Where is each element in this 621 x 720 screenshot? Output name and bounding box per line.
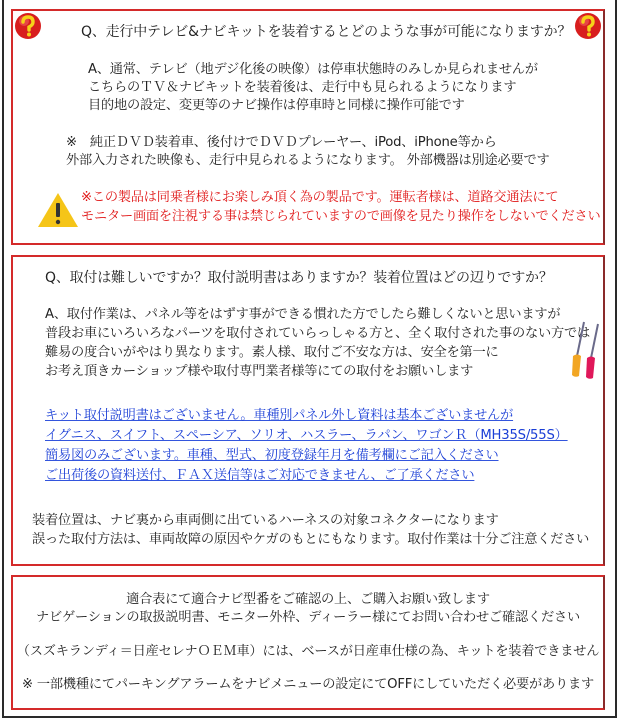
answer-line: 難易の度合いがやはり異なります。素人様、取付ご不安な方は、安全を第一に [45, 345, 499, 360]
question-heading: Q、走行中テレビ&ナビキットを装着するとどのような事が可能になりますか？ [81, 24, 572, 40]
note-line: ナビゲーションの取扱説明書、モニター外枠、ディーラー様にてお問い合わせご確認ください [36, 610, 580, 625]
answer-line: お考え頂きカーショップ様や取付専門業者様等にての取付をお願いします [45, 364, 474, 379]
screwdriver-icon [568, 320, 602, 380]
manual-info-link[interactable]: キット取付説明書はございません。車種別パネル外し資料は基本ございませんが [45, 408, 514, 423]
warning-line: モニター画面を注視する事は禁じられていますので画像を見たり操作をしないでください [81, 209, 601, 224]
position-line: 誤った取付方法は、車両故障の原因やケガのもとにもなります。取付作業は十分ご注意ください [32, 532, 590, 547]
question-icon [13, 11, 43, 41]
answer-line: 目的地の設定、変更等のナビ操作は停車時と同様に操作可能です [88, 98, 465, 113]
question-icon [573, 11, 603, 41]
note-line: 外部入力された映像も、走行中見られるようになります。 外部機器は別途必要です [66, 153, 550, 168]
note-line: （スズキランディ＝日産セレナＯＥＭ車）には、ベースが日産車仕様の為、キットを装着できません [16, 644, 600, 659]
question-heading: Q、取付は難しいですか？取付説明書はありますか？装着位置はどの辺りですか？ [45, 270, 553, 286]
faq-box-driving-tv [11, 9, 605, 245]
manual-info-link[interactable]: ご出荷後の資料送付、ＦＡＸ送信等はご対応できません、ご了承ください [45, 468, 475, 483]
note-line: 適合表にて適合ナビ型番をご確認の上、ご購入お願い致します [126, 592, 490, 607]
compatibility-notes-box [11, 575, 605, 710]
position-line: 装着位置は、ナビ裏から車両側に出ているハーネスの対象コネクターになります [32, 513, 499, 528]
faq-box-installation [11, 255, 605, 566]
warning-line: ※この製品は同乗者様にお楽しみ頂く為の製品です。運転者様は、道路交通法にて [81, 190, 559, 205]
answer-line: A、取付作業は、パネル等をはずす事ができる慣れた方でしたら難しくないと思いますが [45, 307, 561, 322]
warning-icon [37, 192, 79, 228]
manual-info-link[interactable]: 簡易図のみございます。車種、型式、初度登録年月を備考欄にご記入ください [45, 448, 499, 463]
answer-line: 普段お車にいろいろなパーツを取付されていらっしゃる方と、全く取付された事のない方では [45, 326, 590, 341]
note-line: ※ 一部機種にてパーキングアラームをナビメニューの設定にてOFFにしていただく必要があります [22, 677, 594, 692]
manual-info-link[interactable]: イグニス、スイフト、スペーシア、ソリオ、ハスラー、ラパン、ワゴンＲ（MH35S/55S） [45, 428, 568, 443]
answer-line: A、通常、テレビ（地デジ化後の映像）は停車状態時のみしか見られませんが [88, 62, 538, 77]
answer-line: こちらのＴＶ＆ナビキットを装着後は、走行中も見られるようになります [88, 80, 517, 95]
note-line: ※ 純正ＤＶＤ装着車、後付けでＤＶＤプレーヤー、iPod、iPhone等から [66, 135, 497, 150]
